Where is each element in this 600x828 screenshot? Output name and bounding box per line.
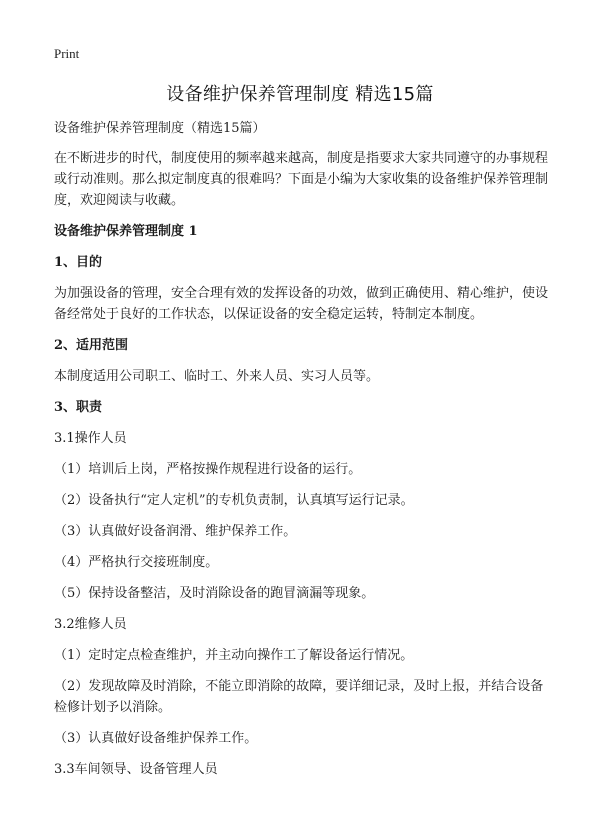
print-link[interactable]: Print: [54, 46, 80, 61]
page-title: 设备维护保养管理制度 精选15篇: [166, 84, 434, 105]
operator-item: （3）认真做好设备润滑、维护保养工作。: [54, 524, 297, 539]
section-title: 设备维护保养管理制度 1: [54, 224, 198, 239]
scope-text: 本制度适用公司职工、临时工、外来人员、实习人员等。: [54, 369, 380, 384]
maintenance-heading: 3.2维修人员: [54, 617, 127, 632]
maintenance-item: （3）认真做好设备维护保养工作。: [54, 731, 258, 746]
operators-heading: 3.1操作人员: [54, 431, 127, 446]
managers-heading: 3.3车间领导、设备管理人员: [54, 762, 218, 777]
operator-item: （4）严格执行交接班制度。: [54, 555, 219, 570]
purpose-heading: 1、目的: [54, 255, 103, 270]
article-subtitle: 设备维护保养管理制度（精选15篇）: [54, 121, 266, 136]
maintenance-item: （2）发现故障及时消除，不能立即消除的故障，要详细记录，及时上报，并结合设备检修计划予以消除。: [54, 679, 544, 715]
operator-item: （2）设备执行“定人定机”的专机负责制，认真填写运行记录。: [54, 493, 414, 508]
duties-heading: 3、职责: [54, 400, 103, 415]
operator-item: （1）培训后上岗，严格按操作规程进行设备的运行。: [54, 462, 362, 477]
scope-heading: 2、适用范围: [54, 338, 129, 353]
article-body: [54, 118, 548, 790]
intro-paragraph: 在不断进步的时代，制度使用的频率越来越高，制度是指要求大家共同遵守的办事规程或行动准则。那么拟定制度真的很难吗？下面是小编为大家收集的设备维护保养管理制度，欢迎阅读与收藏。: [54, 151, 549, 208]
operator-item: （5）保持设备整洁，及时消除设备的跑冒滴漏等现象。: [54, 586, 375, 601]
maintenance-item: （1）定时定点检查维护，并主动向操作工了解设备运行情况。: [54, 648, 414, 663]
purpose-text: 为加强设备的管理，安全合理有效的发挥设备的功效，做到正确使用、精心维护，使设备经常处于良好的工作状态，以保证设备的安全稳定运转，特制定本制度。: [54, 286, 549, 322]
